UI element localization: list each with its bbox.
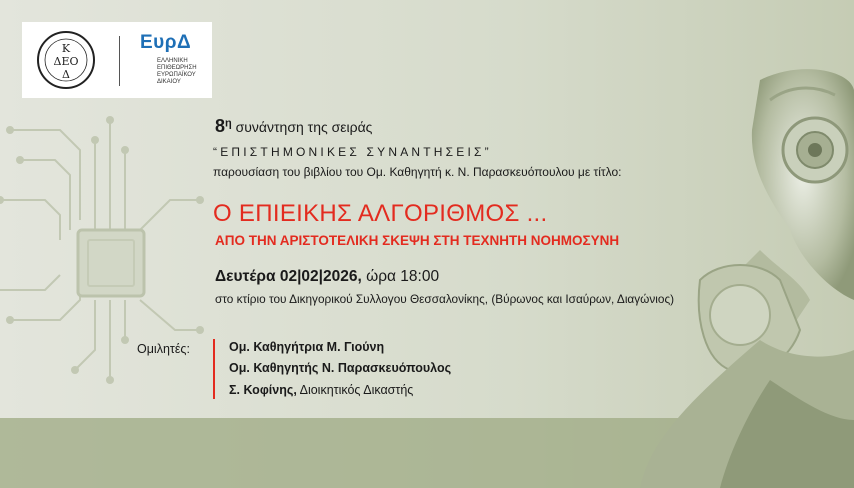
logo-divider <box>119 36 120 86</box>
speaker-2: Ομ. Καθηγητής Ν. Παρασκευόπουλος <box>229 361 452 375</box>
speaker-1: Ομ. Καθηγήτρια Μ. Γιούνη <box>229 340 385 354</box>
svg-text:Κ: Κ <box>61 42 71 55</box>
svg-text:ΔΕΟ: ΔΕΟ <box>53 55 79 68</box>
kedeod-seal-logo <box>36 30 96 90</box>
speaker-3: Σ. Κοφίνης, Διοικητικός Δικαστής <box>229 383 414 397</box>
eupd-subtitle: ΕΛΛΗΝΙΚΗ ΕΠΙΘΕΩΡΗΣΗ ΕΥΡΩΠΑΪΚΟΥ ΔΙΚΑΙΟΥ <box>157 58 197 85</box>
book-intro: παρουσίαση του βιβλίου του Ομ. Καθηγητή κ. Ν. Παρασκευόπουλου με τίτλο: <box>213 165 622 179</box>
event-venue: στο κτίριο του Δικηγορικού Συλλογου Θεσσαλονίκης, (Βύρωνος και Ισαύρων, Διαγώνιος) <box>215 292 675 306</box>
event-date <box>215 268 439 286</box>
meeting-superscript: η <box>225 117 232 130</box>
svg-text:Δ: Δ <box>62 68 70 81</box>
date-text: Δευτέρα 02|02|2026, <box>215 268 362 285</box>
logos-panel <box>22 22 212 98</box>
series-name: “ΕΠΙΣΤΗΜΟΝΙΚΕΣ ΣΥΝΑΝΤΗΣΕΙΣ” <box>213 145 492 159</box>
meeting-line <box>215 116 372 137</box>
eupd-logo: ΕυρΔ <box>140 32 192 53</box>
meeting-text: συνάντηση της σειράς <box>231 119 373 135</box>
speakers-label: Ομιλητές: <box>137 342 190 356</box>
time-text: ώρα 18:00 <box>361 268 440 285</box>
book-title: Ο ΕΠΙΕΙΚΗΣ ΑΛΓΟΡΙΘΜΟΣ ... <box>213 200 548 227</box>
speakers-accent-bar <box>213 339 215 399</box>
meeting-number: 8 <box>215 116 226 136</box>
book-subtitle: ΑΠΟ ΤΗΝ ΑΡΙΣΤΟΤΕΛΙΚΗ ΣΚΕΨΗ ΣΤΗ ΤΕΧΝΗΤΗ ΝΟΗΜΟΣΥΝΗ <box>215 233 620 248</box>
